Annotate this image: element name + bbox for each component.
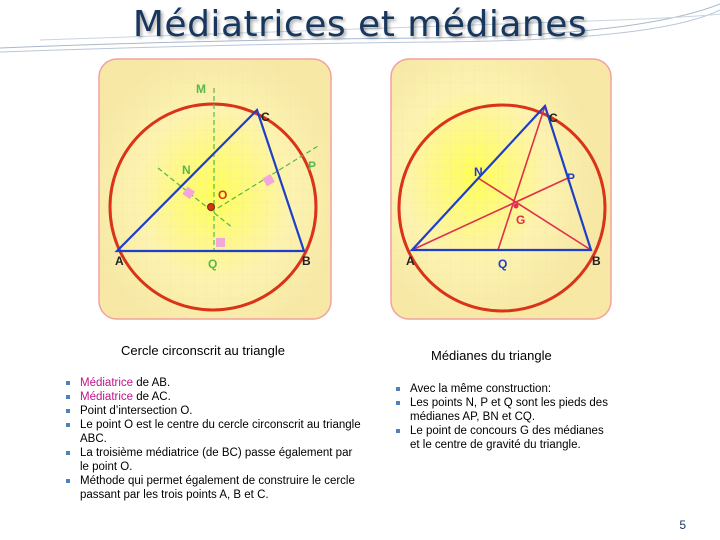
list-item: Avec la même construction: xyxy=(394,382,616,396)
page-title: Médiatrices et médianes xyxy=(132,4,588,45)
list-item: Médiatrice de AC. xyxy=(64,390,364,404)
left-caption: Cercle circonscrit au triangle xyxy=(121,343,286,358)
label-p-right: P xyxy=(567,171,576,185)
list-item: Le point de concours G des médianes et le centre de gravité du triangle. xyxy=(394,424,616,452)
list-item: Les points N, P et Q sont les pieds des médianes AP, BN et CQ. xyxy=(394,396,616,424)
label-m: M xyxy=(196,82,206,96)
label-q: Q xyxy=(208,257,218,271)
list-item: Médiatrice de AB. xyxy=(64,376,364,390)
circumcircle-figure xyxy=(98,58,332,320)
label-b-right: B xyxy=(592,254,601,268)
label-o: O xyxy=(218,188,228,202)
list-item: Point d’intersection O. xyxy=(64,404,364,418)
list-item: Méthode qui permet également de construire le cercle passant par les trois points A, B et C. xyxy=(64,474,364,502)
list-item: Le point O est le centre du cercle circonscrit au triangle ABC. xyxy=(64,418,364,446)
label-n: N xyxy=(182,163,191,177)
right-caption: Médianes du triangle xyxy=(431,348,552,363)
label-a: A xyxy=(115,254,124,268)
label-n-right: N xyxy=(474,165,483,179)
left-notes-list xyxy=(64,376,364,502)
page-number: 5 xyxy=(679,518,686,532)
point-o xyxy=(208,204,215,211)
label-b: B xyxy=(302,254,311,268)
list-item: La troisième médiatrice (de BC) passe également par le point O. xyxy=(64,446,364,474)
label-c-right: C xyxy=(549,111,558,125)
right-notes-list xyxy=(394,382,616,452)
label-q-right: Q xyxy=(498,257,508,271)
point-g xyxy=(514,204,519,209)
label-a-right: A xyxy=(406,254,415,268)
label-c: C xyxy=(261,110,270,124)
label-g: G xyxy=(516,213,526,227)
label-p: P xyxy=(308,159,317,173)
medians-figure xyxy=(390,58,612,320)
